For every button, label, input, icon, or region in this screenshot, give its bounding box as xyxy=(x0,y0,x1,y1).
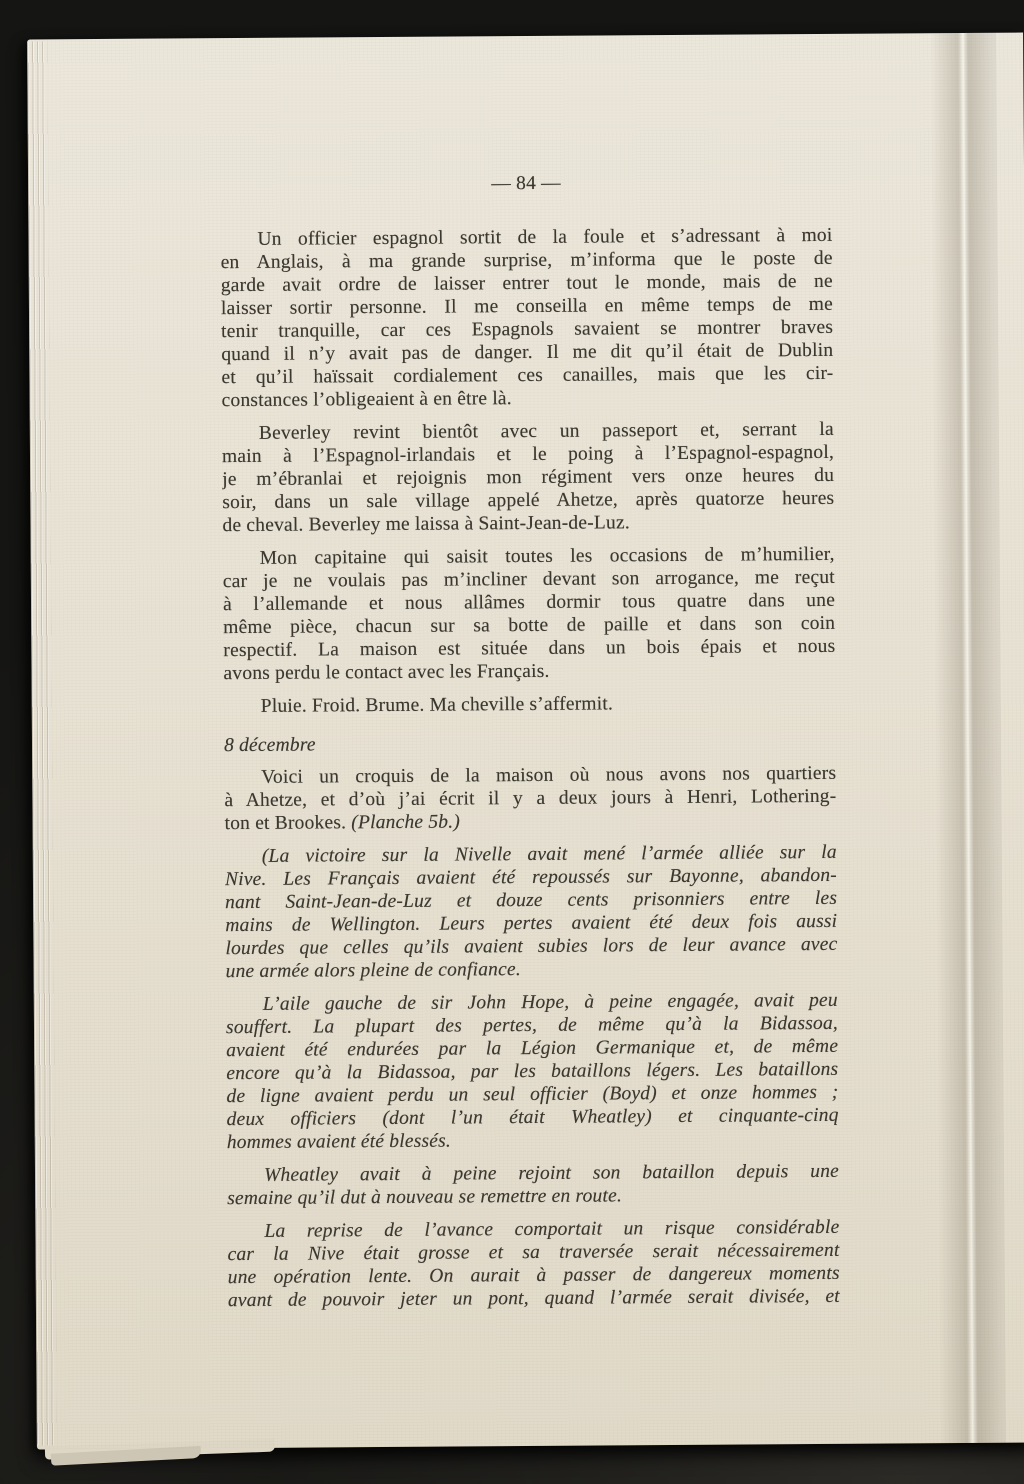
text-line: deux officiers (dont l’un était Wheatley) et cinquante-cinq xyxy=(226,1104,839,1131)
inline-text: ton et Brookes. xyxy=(224,812,352,835)
text-line: car je ne voulais pas m’incliner devant son arrogance, me reçut xyxy=(222,566,835,593)
paragraph xyxy=(224,691,836,718)
text-line: garde avait ordre de laisser entrer tout le monde, mais de ne xyxy=(220,270,833,297)
text-line: avant de pouvoir jeter un pont, quand l’armée serait divisée, et xyxy=(227,1285,840,1312)
text-line: quand il n’y avait pas de danger. Il me dit qu’il était de Dublin xyxy=(221,339,834,366)
text-line: car la Nive était grosse et sa traversée serait nécessairement xyxy=(227,1239,840,1266)
text-line: à l’allemande et nous allâmes dormir tous quatre dans une xyxy=(222,589,836,616)
paragraph xyxy=(226,989,839,1154)
text-line: nant Saint-Jean-de-Luz et douze cents prisonniers entre les xyxy=(225,887,838,914)
text-line: une opération lente. On aurait à passer de dangereux moments xyxy=(227,1262,840,1289)
paragraph xyxy=(224,762,836,835)
text-line: je m’ébranlai et rejoignis mon régiment vers onze heures du xyxy=(222,464,835,491)
text-line: avons perdu le contact avec les Français. xyxy=(223,660,550,685)
paragraph xyxy=(223,543,836,685)
text-line: constances l’obligeaient à en être là. xyxy=(221,388,512,412)
text-line: Wheatley avait à peine rejoint son bataillon depuis une xyxy=(263,1160,840,1186)
paragraph xyxy=(222,418,835,537)
text-line: une armée alors pleine de confiance. xyxy=(225,959,521,983)
text-line: tenir tranquille, car ces Espagnols savaient se montrer braves xyxy=(221,316,834,343)
book-page xyxy=(27,33,1024,1450)
text-line: avaient été endurées par la Légion Germanique et, de même xyxy=(226,1035,839,1062)
text-line: lourdes que celles qu’ils avaient subies lors de leur avance avec xyxy=(225,933,838,960)
text-line: à Ahetze, et d’où j’ai écrit il y a deux jours à Henri, Lothering- xyxy=(224,785,837,812)
text-line: hommes avaient été blessés. xyxy=(226,1130,452,1154)
paragraph xyxy=(227,1216,840,1312)
page-number: — 84 — xyxy=(491,172,561,195)
text-line: semaine qu’il dut à nouveau se remettre en route. xyxy=(227,1185,623,1210)
text-line: mains de Wellington. Leurs pertes avaient été deux fois aussi xyxy=(225,910,838,937)
text-line: souffert. La plupart des pertes, de même qu’à la Bidassoa, xyxy=(225,1012,839,1039)
text-line: laisser sortir personne. Il me conseilla en même temps de me xyxy=(220,293,834,320)
paragraph xyxy=(225,841,838,983)
text-line: Voici un croquis de la maison où nous avons nos quartiers xyxy=(261,762,837,788)
text-line: Un officier espagnol sortit de la foule et s’adressant à moi xyxy=(257,224,833,250)
paragraph xyxy=(227,1160,839,1210)
text-line: respectif. La maison est située dans un bois épais et nous xyxy=(223,635,836,662)
paragraph xyxy=(220,224,833,412)
text-line: Nive. Les Français avaient été repoussés sur Bayonne, abandon- xyxy=(224,864,838,891)
text-line: soir, dans un sale village appelé Ahetze, après quatorze heures xyxy=(222,487,835,514)
text-line: La reprise de l’avance comportait un risque considérable xyxy=(264,1216,840,1242)
text-line: Mon capitaine qui saisit toutes les occasions de m’humilier, xyxy=(259,543,835,569)
text-line: L’aile gauche de sir John Hope, à peine engagée, avait peu xyxy=(262,989,838,1015)
text-line xyxy=(224,808,836,835)
text-line: main à l’Espagnol-irlandais et le poing à l’Espagnol-espagnol, xyxy=(221,441,835,468)
section-heading: 8 décembre xyxy=(223,734,316,757)
text-line: Pluie. Froid. Brume. Ma cheville s’affermit. xyxy=(260,693,614,717)
text-line: et qu’il haïssait cordialement ces canailles, mais que les cir- xyxy=(221,362,834,389)
text-line: (La victoire sur la Nivelle avait mené l’armée alliée sur la xyxy=(261,841,837,867)
text-column xyxy=(220,170,840,1322)
text-line: de cheval. Beverley me laissa à Saint-Jean-de-Luz. xyxy=(222,512,630,537)
text-line: en Anglais, à ma grande surprise, m’informa que le poste de xyxy=(220,247,833,274)
inline-italic-text: (Planche 5b.) xyxy=(351,811,461,834)
page-gutter-crease xyxy=(930,33,1006,1443)
text-line: Beverley revint bientôt avec un passeport et, serrant la xyxy=(258,418,834,444)
text-line: de ligne avaient perdu un seul officier (Boyd) et onze hommes ; xyxy=(226,1081,839,1108)
text-line: encore qu’à la Bidassoa, par les bataillons légers. Les bataillons xyxy=(226,1058,839,1085)
text-line: même pièce, chacun sur sa botte de paille et dans son coin xyxy=(223,612,836,639)
